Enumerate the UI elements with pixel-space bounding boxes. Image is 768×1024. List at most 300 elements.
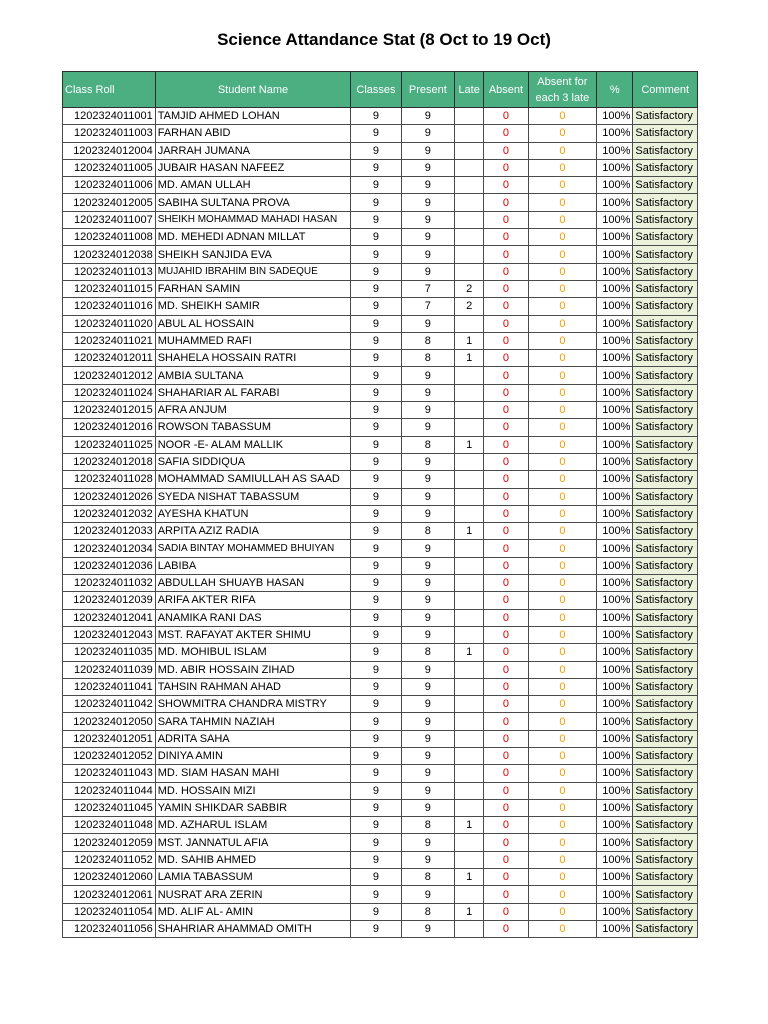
cell-student-name: ARPITA AZIZ RADIA bbox=[155, 523, 351, 540]
cell-present: 9 bbox=[401, 575, 454, 592]
cell-absent: 0 bbox=[484, 159, 528, 176]
cell-present: 9 bbox=[401, 229, 454, 246]
cell-percent: 100% bbox=[597, 194, 633, 211]
cell-absent-for-each-3-late: 0 bbox=[528, 575, 597, 592]
cell-classes: 9 bbox=[351, 799, 401, 816]
cell-late bbox=[455, 557, 484, 574]
cell-student-name: SYEDA NISHAT TABASSUM bbox=[155, 488, 351, 505]
cell-present: 9 bbox=[401, 315, 454, 332]
cell-class-roll: 1202324012016 bbox=[63, 419, 156, 436]
cell-comment: Satisfactory bbox=[633, 384, 698, 401]
cell-absent: 0 bbox=[484, 799, 528, 816]
cell-present: 8 bbox=[401, 436, 454, 453]
cell-absent: 0 bbox=[484, 211, 528, 228]
cell-late bbox=[455, 713, 484, 730]
cell-student-name: TAHSIN RAHMAN AHAD bbox=[155, 678, 351, 695]
cell-late: 1 bbox=[455, 869, 484, 886]
cell-student-name: MD. HOSSAIN MIZI bbox=[155, 782, 351, 799]
cell-absent: 0 bbox=[484, 246, 528, 263]
cell-classes: 9 bbox=[351, 159, 401, 176]
cell-class-roll: 1202324012026 bbox=[63, 488, 156, 505]
cell-student-name: JARRAH JUMANA bbox=[155, 142, 351, 159]
table-row bbox=[63, 765, 698, 782]
cell-late bbox=[455, 367, 484, 384]
cell-late bbox=[455, 920, 484, 937]
cell-class-roll: 1202324011016 bbox=[63, 298, 156, 315]
cell-student-name: MD. MEHEDI ADNAN MILLAT bbox=[155, 229, 351, 246]
cell-class-roll: 1202324011032 bbox=[63, 575, 156, 592]
table-row bbox=[63, 747, 698, 764]
cell-absent-for-each-3-late: 0 bbox=[528, 817, 597, 834]
cell-classes: 9 bbox=[351, 713, 401, 730]
table-row bbox=[63, 142, 698, 159]
cell-late bbox=[455, 315, 484, 332]
table-row bbox=[63, 817, 698, 834]
cell-absent: 0 bbox=[484, 730, 528, 747]
cell-comment: Satisfactory bbox=[633, 782, 698, 799]
cell-student-name: FARHAN ABID bbox=[155, 125, 351, 142]
cell-percent: 100% bbox=[597, 886, 633, 903]
cell-absent-for-each-3-late: 0 bbox=[528, 747, 597, 764]
cell-classes: 9 bbox=[351, 367, 401, 384]
cell-absent-for-each-3-late: 0 bbox=[528, 644, 597, 661]
cell-percent: 100% bbox=[597, 315, 633, 332]
cell-present: 9 bbox=[401, 194, 454, 211]
cell-comment: Satisfactory bbox=[633, 159, 698, 176]
table-row bbox=[63, 298, 698, 315]
cell-class-roll: 1202324011039 bbox=[63, 661, 156, 678]
cell-classes: 9 bbox=[351, 177, 401, 194]
cell-absent: 0 bbox=[484, 869, 528, 886]
table-header-row bbox=[63, 72, 698, 108]
cell-percent: 100% bbox=[597, 661, 633, 678]
table-row bbox=[63, 505, 698, 522]
cell-late bbox=[455, 108, 484, 125]
cell-late bbox=[455, 211, 484, 228]
cell-student-name: SHEIKH SANJIDA EVA bbox=[155, 246, 351, 263]
cell-comment: Satisfactory bbox=[633, 886, 698, 903]
table-row bbox=[63, 108, 698, 125]
cell-student-name: NOOR -E- ALAM MALLIK bbox=[155, 436, 351, 453]
cell-late: 1 bbox=[455, 903, 484, 920]
cell-classes: 9 bbox=[351, 523, 401, 540]
table-row bbox=[63, 696, 698, 713]
cell-class-roll: 1202324012052 bbox=[63, 747, 156, 764]
table-row bbox=[63, 730, 698, 747]
table-row bbox=[63, 488, 698, 505]
table-row bbox=[63, 626, 698, 643]
cell-present: 9 bbox=[401, 886, 454, 903]
cell-absent: 0 bbox=[484, 367, 528, 384]
cell-percent: 100% bbox=[597, 350, 633, 367]
cell-percent: 100% bbox=[597, 575, 633, 592]
table-row bbox=[63, 332, 698, 349]
cell-classes: 9 bbox=[351, 575, 401, 592]
cell-late bbox=[455, 246, 484, 263]
table-row bbox=[63, 661, 698, 678]
cell-classes: 9 bbox=[351, 592, 401, 609]
cell-class-roll: 1202324012051 bbox=[63, 730, 156, 747]
cell-present: 9 bbox=[401, 384, 454, 401]
cell-absent-for-each-3-late: 0 bbox=[528, 125, 597, 142]
cell-percent: 100% bbox=[597, 903, 633, 920]
cell-absent: 0 bbox=[484, 402, 528, 419]
cell-absent-for-each-3-late: 0 bbox=[528, 246, 597, 263]
cell-classes: 9 bbox=[351, 817, 401, 834]
cell-percent: 100% bbox=[597, 920, 633, 937]
cell-late bbox=[455, 609, 484, 626]
cell-percent: 100% bbox=[597, 523, 633, 540]
cell-percent: 100% bbox=[597, 747, 633, 764]
cell-student-name: SABIHA SULTANA PROVA bbox=[155, 194, 351, 211]
cell-late bbox=[455, 696, 484, 713]
cell-class-roll: 1202324012041 bbox=[63, 609, 156, 626]
cell-student-name: MD. ALIF AL- AMIN bbox=[155, 903, 351, 920]
cell-absent: 0 bbox=[484, 834, 528, 851]
cell-classes: 9 bbox=[351, 194, 401, 211]
cell-present: 7 bbox=[401, 280, 454, 297]
table-row bbox=[63, 384, 698, 401]
cell-classes: 9 bbox=[351, 730, 401, 747]
cell-comment: Satisfactory bbox=[633, 644, 698, 661]
cell-comment: Satisfactory bbox=[633, 523, 698, 540]
cell-student-name: MD. AMAN ULLAH bbox=[155, 177, 351, 194]
cell-percent: 100% bbox=[597, 592, 633, 609]
cell-comment: Satisfactory bbox=[633, 920, 698, 937]
cell-absent-for-each-3-late: 0 bbox=[528, 730, 597, 747]
cell-present: 9 bbox=[401, 626, 454, 643]
cell-class-roll: 1202324011021 bbox=[63, 332, 156, 349]
cell-percent: 100% bbox=[597, 246, 633, 263]
cell-percent: 100% bbox=[597, 834, 633, 851]
table-row bbox=[63, 471, 698, 488]
cell-absent: 0 bbox=[484, 661, 528, 678]
cell-student-name: MD. AZHARUL ISLAM bbox=[155, 817, 351, 834]
cell-class-roll: 1202324012011 bbox=[63, 350, 156, 367]
cell-comment: Satisfactory bbox=[633, 350, 698, 367]
cell-percent: 100% bbox=[597, 211, 633, 228]
cell-present: 9 bbox=[401, 557, 454, 574]
cell-percent: 100% bbox=[597, 540, 633, 557]
cell-classes: 9 bbox=[351, 108, 401, 125]
cell-absent-for-each-3-late: 0 bbox=[528, 713, 597, 730]
cell-class-roll: 1202324011020 bbox=[63, 315, 156, 332]
cell-present: 9 bbox=[401, 540, 454, 557]
cell-absent-for-each-3-late: 0 bbox=[528, 229, 597, 246]
cell-present: 9 bbox=[401, 782, 454, 799]
table-row bbox=[63, 834, 698, 851]
cell-student-name: MD. ABIR HOSSAIN ZIHAD bbox=[155, 661, 351, 678]
cell-class-roll: 1202324012004 bbox=[63, 142, 156, 159]
cell-absent: 0 bbox=[484, 125, 528, 142]
cell-classes: 9 bbox=[351, 384, 401, 401]
cell-class-roll: 1202324012034 bbox=[63, 540, 156, 557]
cell-percent: 100% bbox=[597, 332, 633, 349]
cell-percent: 100% bbox=[597, 488, 633, 505]
cell-absent: 0 bbox=[484, 644, 528, 661]
cell-absent: 0 bbox=[484, 194, 528, 211]
cell-comment: Satisfactory bbox=[633, 419, 698, 436]
cell-absent-for-each-3-late: 0 bbox=[528, 194, 597, 211]
cell-present: 9 bbox=[401, 713, 454, 730]
cell-percent: 100% bbox=[597, 869, 633, 886]
cell-student-name: SHAHRIAR AHAMMAD OMITH bbox=[155, 920, 351, 937]
cell-present: 7 bbox=[401, 298, 454, 315]
cell-comment: Satisfactory bbox=[633, 747, 698, 764]
cell-absent-for-each-3-late: 0 bbox=[528, 211, 597, 228]
cell-classes: 9 bbox=[351, 229, 401, 246]
cell-present: 9 bbox=[401, 488, 454, 505]
cell-classes: 9 bbox=[351, 661, 401, 678]
cell-absent: 0 bbox=[484, 280, 528, 297]
cell-absent-for-each-3-late: 0 bbox=[528, 557, 597, 574]
cell-late bbox=[455, 661, 484, 678]
cell-comment: Satisfactory bbox=[633, 765, 698, 782]
cell-percent: 100% bbox=[597, 765, 633, 782]
cell-late: 1 bbox=[455, 332, 484, 349]
cell-student-name: TAMJID AHMED LOHAN bbox=[155, 108, 351, 125]
cell-absent: 0 bbox=[484, 229, 528, 246]
cell-absent-for-each-3-late: 0 bbox=[528, 523, 597, 540]
table-row bbox=[63, 851, 698, 868]
table-row bbox=[63, 280, 698, 297]
cell-classes: 9 bbox=[351, 419, 401, 436]
cell-percent: 100% bbox=[597, 817, 633, 834]
table-row bbox=[63, 229, 698, 246]
cell-student-name: SHEIKH MOHAMMAD MAHADI HASAN bbox=[155, 211, 351, 228]
cell-late bbox=[455, 142, 484, 159]
table-row bbox=[63, 436, 698, 453]
cell-absent-for-each-3-late: 0 bbox=[528, 851, 597, 868]
cell-absent: 0 bbox=[484, 471, 528, 488]
cell-absent: 0 bbox=[484, 886, 528, 903]
cell-absent: 0 bbox=[484, 575, 528, 592]
cell-class-roll: 1202324012033 bbox=[63, 523, 156, 540]
cell-comment: Satisfactory bbox=[633, 609, 698, 626]
cell-class-roll: 1202324011007 bbox=[63, 211, 156, 228]
cell-student-name: NUSRAT ARA ZERIN bbox=[155, 886, 351, 903]
page-title: Science Attandance Stat (8 Oct to 19 Oct) bbox=[217, 30, 551, 49]
cell-absent: 0 bbox=[484, 765, 528, 782]
cell-classes: 9 bbox=[351, 246, 401, 263]
cell-late bbox=[455, 194, 484, 211]
cell-present: 9 bbox=[401, 159, 454, 176]
cell-class-roll: 1202324012032 bbox=[63, 505, 156, 522]
cell-absent-for-each-3-late: 0 bbox=[528, 592, 597, 609]
cell-late bbox=[455, 782, 484, 799]
cell-comment: Satisfactory bbox=[633, 177, 698, 194]
cell-class-roll: 1202324011035 bbox=[63, 644, 156, 661]
cell-present: 9 bbox=[401, 367, 454, 384]
table-row bbox=[63, 920, 698, 937]
cell-absent-for-each-3-late: 0 bbox=[528, 263, 597, 280]
cell-student-name: MUJAHID IBRAHIM BIN SADEQUE bbox=[155, 263, 351, 280]
cell-student-name: MST. RAFAYAT AKTER SHIMU bbox=[155, 626, 351, 643]
cell-student-name: ANAMIKA RANI DAS bbox=[155, 609, 351, 626]
cell-classes: 9 bbox=[351, 142, 401, 159]
cell-absent-for-each-3-late: 0 bbox=[528, 419, 597, 436]
cell-classes: 9 bbox=[351, 765, 401, 782]
cell-classes: 9 bbox=[351, 402, 401, 419]
table-row bbox=[63, 315, 698, 332]
cell-classes: 9 bbox=[351, 540, 401, 557]
cell-present: 8 bbox=[401, 332, 454, 349]
cell-percent: 100% bbox=[597, 782, 633, 799]
table-row bbox=[63, 782, 698, 799]
cell-comment: Satisfactory bbox=[633, 661, 698, 678]
cell-present: 8 bbox=[401, 869, 454, 886]
cell-absent-for-each-3-late: 0 bbox=[528, 108, 597, 125]
cell-classes: 9 bbox=[351, 125, 401, 142]
cell-student-name: ROWSON TABASSUM bbox=[155, 419, 351, 436]
cell-classes: 9 bbox=[351, 851, 401, 868]
cell-comment: Satisfactory bbox=[633, 453, 698, 470]
cell-comment: Satisfactory bbox=[633, 315, 698, 332]
cell-percent: 100% bbox=[597, 557, 633, 574]
cell-classes: 9 bbox=[351, 644, 401, 661]
cell-student-name: SHAHELA HOSSAIN RATRI bbox=[155, 350, 351, 367]
cell-comment: Satisfactory bbox=[633, 626, 698, 643]
cell-late bbox=[455, 799, 484, 816]
cell-student-name: ABDULLAH SHUAYB HASAN bbox=[155, 575, 351, 592]
cell-comment: Satisfactory bbox=[633, 229, 698, 246]
cell-absent: 0 bbox=[484, 142, 528, 159]
cell-absent-for-each-3-late: 0 bbox=[528, 678, 597, 695]
cell-percent: 100% bbox=[597, 367, 633, 384]
cell-late bbox=[455, 453, 484, 470]
cell-percent: 100% bbox=[597, 609, 633, 626]
table-row bbox=[63, 903, 698, 920]
cell-present: 9 bbox=[401, 125, 454, 142]
cell-absent: 0 bbox=[484, 332, 528, 349]
cell-comment: Satisfactory bbox=[633, 142, 698, 159]
cell-percent: 100% bbox=[597, 229, 633, 246]
cell-percent: 100% bbox=[597, 177, 633, 194]
cell-class-roll: 1202324012039 bbox=[63, 592, 156, 609]
cell-percent: 100% bbox=[597, 159, 633, 176]
cell-classes: 9 bbox=[351, 488, 401, 505]
cell-present: 9 bbox=[401, 177, 454, 194]
cell-absent-for-each-3-late: 0 bbox=[528, 177, 597, 194]
cell-student-name: AMBIA SULTANA bbox=[155, 367, 351, 384]
cell-class-roll: 1202324011048 bbox=[63, 817, 156, 834]
cell-late bbox=[455, 125, 484, 142]
cell-absent-for-each-3-late: 0 bbox=[528, 834, 597, 851]
cell-class-roll: 1202324011054 bbox=[63, 903, 156, 920]
attendance-table bbox=[62, 71, 698, 938]
cell-absent: 0 bbox=[484, 626, 528, 643]
cell-absent-for-each-3-late: 0 bbox=[528, 142, 597, 159]
cell-comment: Satisfactory bbox=[633, 817, 698, 834]
cell-absent: 0 bbox=[484, 696, 528, 713]
cell-absent-for-each-3-late: 0 bbox=[528, 765, 597, 782]
cell-absent: 0 bbox=[484, 557, 528, 574]
cell-comment: Satisfactory bbox=[633, 471, 698, 488]
cell-absent: 0 bbox=[484, 903, 528, 920]
cell-class-roll: 1202324011005 bbox=[63, 159, 156, 176]
cell-absent-for-each-3-late: 0 bbox=[528, 540, 597, 557]
table-row bbox=[63, 159, 698, 176]
cell-comment: Satisfactory bbox=[633, 402, 698, 419]
cell-absent-for-each-3-late: 0 bbox=[528, 799, 597, 816]
cell-classes: 9 bbox=[351, 626, 401, 643]
cell-class-roll: 1202324011028 bbox=[63, 471, 156, 488]
cell-present: 9 bbox=[401, 609, 454, 626]
cell-late bbox=[455, 229, 484, 246]
cell-class-roll: 1202324012038 bbox=[63, 246, 156, 263]
cell-classes: 9 bbox=[351, 471, 401, 488]
cell-absent-for-each-3-late: 0 bbox=[528, 298, 597, 315]
cell-late bbox=[455, 575, 484, 592]
cell-class-roll: 1202324012050 bbox=[63, 713, 156, 730]
cell-comment: Satisfactory bbox=[633, 298, 698, 315]
cell-absent-for-each-3-late: 0 bbox=[528, 280, 597, 297]
cell-absent: 0 bbox=[484, 384, 528, 401]
cell-comment: Satisfactory bbox=[633, 696, 698, 713]
cell-present: 9 bbox=[401, 765, 454, 782]
cell-late bbox=[455, 263, 484, 280]
cell-absent: 0 bbox=[484, 350, 528, 367]
cell-late: 1 bbox=[455, 350, 484, 367]
cell-absent-for-each-3-late: 0 bbox=[528, 159, 597, 176]
cell-present: 9 bbox=[401, 263, 454, 280]
cell-absent-for-each-3-late: 0 bbox=[528, 350, 597, 367]
cell-percent: 100% bbox=[597, 505, 633, 522]
cell-present: 9 bbox=[401, 471, 454, 488]
cell-comment: Satisfactory bbox=[633, 505, 698, 522]
cell-class-roll: 1202324011043 bbox=[63, 765, 156, 782]
cell-class-roll: 1202324011001 bbox=[63, 108, 156, 125]
cell-present: 9 bbox=[401, 730, 454, 747]
cell-comment: Satisfactory bbox=[633, 125, 698, 142]
cell-comment: Satisfactory bbox=[633, 211, 698, 228]
cell-absent: 0 bbox=[484, 920, 528, 937]
header-absent-for-each-3-late: Absent for each 3 late bbox=[528, 72, 597, 108]
cell-late bbox=[455, 678, 484, 695]
cell-student-name: LAMIA TABASSUM bbox=[155, 869, 351, 886]
table-row bbox=[63, 263, 698, 280]
cell-percent: 100% bbox=[597, 298, 633, 315]
header-percent: % bbox=[597, 72, 633, 108]
cell-student-name: MD. SAHIB AHMED bbox=[155, 851, 351, 868]
cell-present: 9 bbox=[401, 920, 454, 937]
cell-class-roll: 1202324011015 bbox=[63, 280, 156, 297]
cell-classes: 9 bbox=[351, 782, 401, 799]
cell-absent-for-each-3-late: 0 bbox=[528, 661, 597, 678]
cell-comment: Satisfactory bbox=[633, 869, 698, 886]
cell-present: 9 bbox=[401, 402, 454, 419]
cell-percent: 100% bbox=[597, 125, 633, 142]
cell-absent: 0 bbox=[484, 453, 528, 470]
cell-percent: 100% bbox=[597, 626, 633, 643]
cell-present: 9 bbox=[401, 834, 454, 851]
cell-classes: 9 bbox=[351, 834, 401, 851]
cell-class-roll: 1202324011006 bbox=[63, 177, 156, 194]
cell-absent: 0 bbox=[484, 592, 528, 609]
cell-late: 2 bbox=[455, 298, 484, 315]
cell-comment: Satisfactory bbox=[633, 246, 698, 263]
cell-comment: Satisfactory bbox=[633, 592, 698, 609]
cell-present: 9 bbox=[401, 661, 454, 678]
cell-absent: 0 bbox=[484, 851, 528, 868]
header-class-roll: Class Roll bbox=[63, 72, 156, 108]
cell-absent: 0 bbox=[484, 713, 528, 730]
cell-late: 1 bbox=[455, 523, 484, 540]
cell-absent: 0 bbox=[484, 523, 528, 540]
table-row bbox=[63, 557, 698, 574]
cell-present: 9 bbox=[401, 505, 454, 522]
cell-classes: 9 bbox=[351, 557, 401, 574]
